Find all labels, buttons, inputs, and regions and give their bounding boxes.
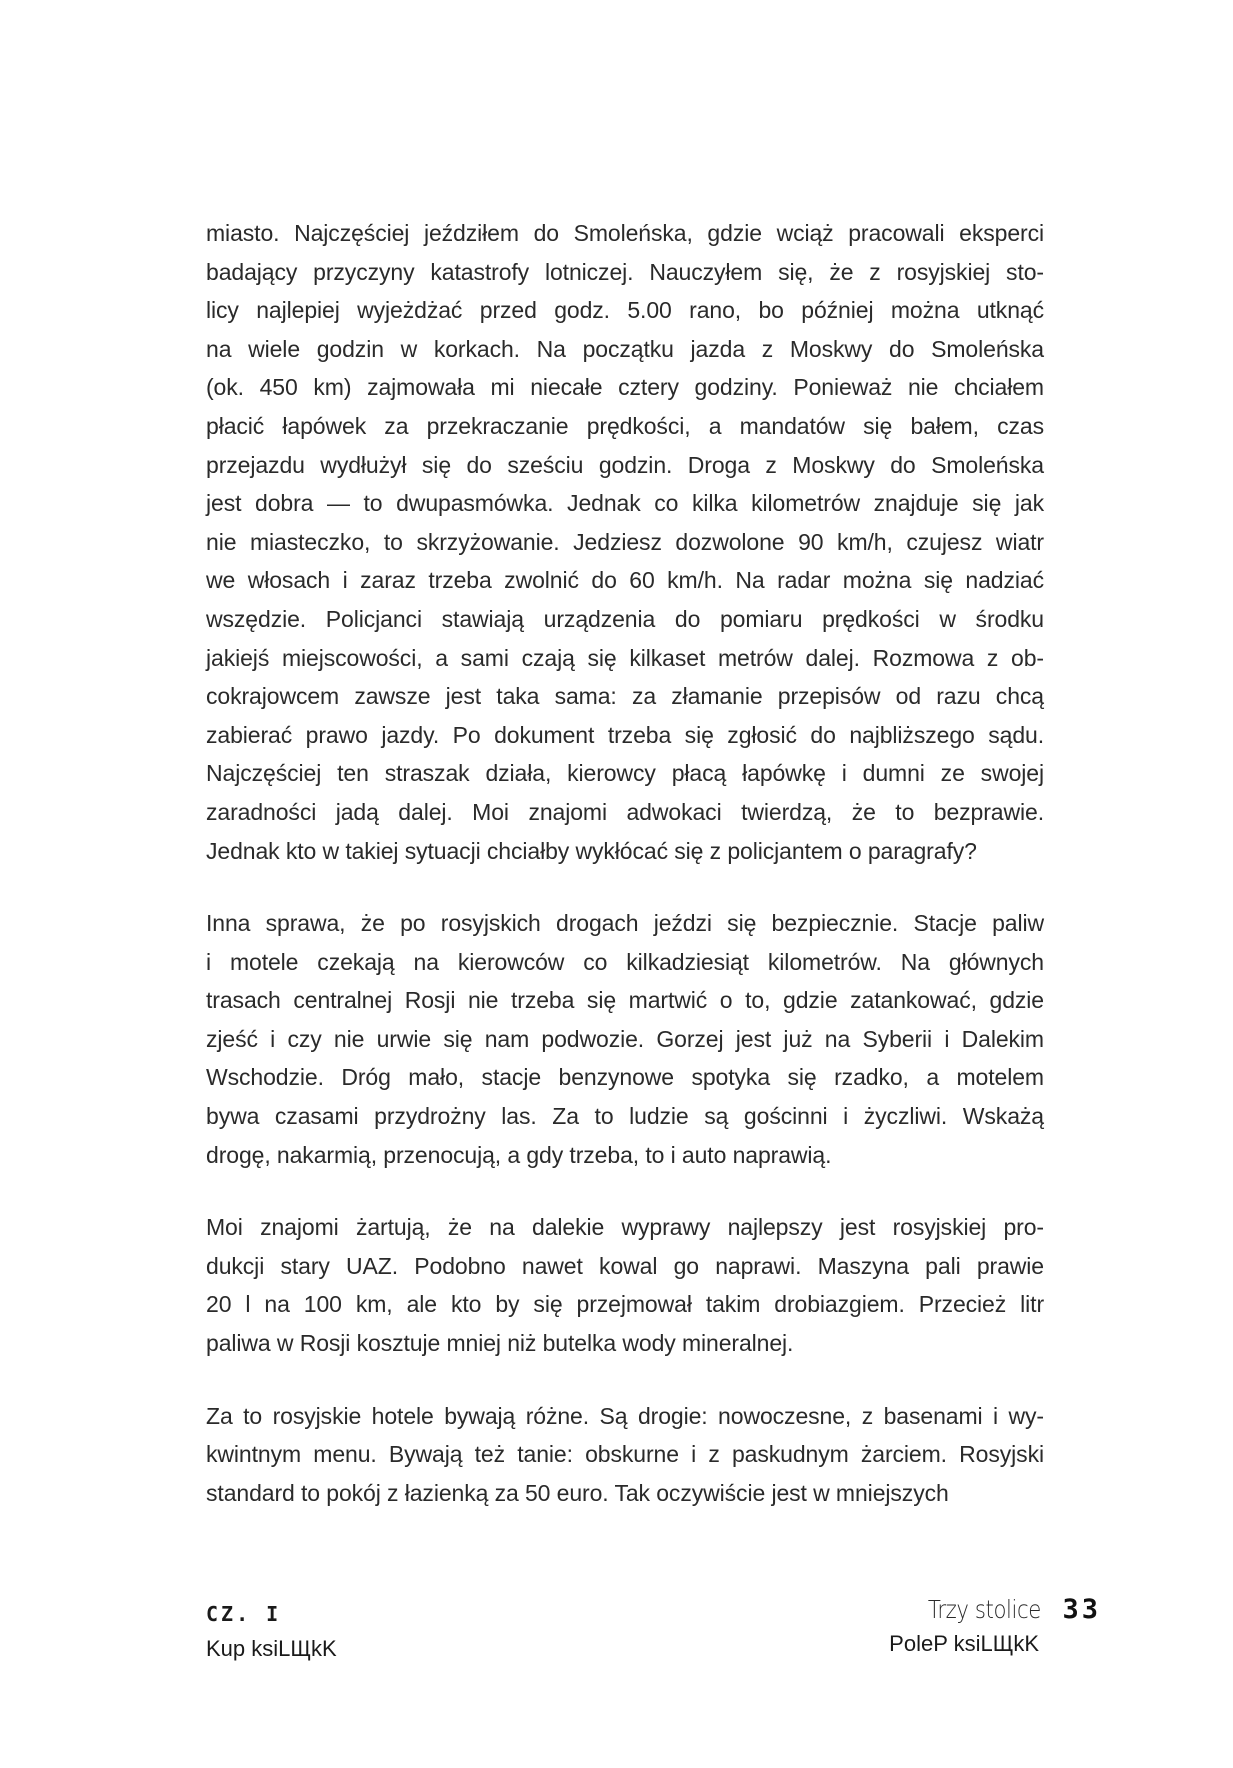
text-line: standard to pokój z łazienką za 50 euro. Tak oczywiście jest w mniejszych <box>206 1479 949 1506</box>
text-line: 20 l na 100 km, ale kto by się przejmował takim drobiazgiem. Przecież litr <box>206 1291 1044 1318</box>
text-line: wszędzie. Policjanci stawiają urządzenia do pomiaru prędkości w środku <box>206 605 1044 632</box>
text-line: badający przyczyny katastrofy lotniczej. Nauczyłem się, że z rosyjskiej sto- <box>206 258 1044 285</box>
text-line: cokrajowcem zawsze jest taka sama: za złamanie przepisów od razu chcą <box>206 683 1044 710</box>
text-line: drogę, nakarmią, przenocują, a gdy trzeba, to i auto naprawią. <box>206 1141 832 1168</box>
book-title: Trzy stolice <box>927 1595 1041 1624</box>
text-line: licy najlepiej wyjeżdżać przed godz. 5.00 rano, bo później można utknąć <box>206 297 1044 324</box>
paragraph-3 <box>206 1208 1044 1362</box>
text-line: zaradności jadą dalej. Moi znajomi adwokaci twierdzą, że to bezprawie. <box>206 798 1044 825</box>
text-line: bywa czasami przydrożny las. Za to ludzie są gościnni i życzliwi. Wskażą <box>206 1103 1044 1130</box>
paragraph-2 <box>206 904 1044 1174</box>
text-line: płacić łapówek za przekraczanie prędkości, a mandatów się bałem, czas <box>206 412 1044 439</box>
text-line: Inna sprawa, że po rosyjskich drogach jeździ się bezpiecznie. Stacje paliw <box>206 910 1044 937</box>
text-line: na wiele godzin w korkach. Na początku jazda z Moskwy do Smoleńska <box>206 335 1044 362</box>
paragraph-4 <box>206 1397 1044 1513</box>
chapter-label: CZ. I <box>206 1602 282 1626</box>
body-text <box>206 214 1044 1546</box>
text-line: Wschodzie. Dróg mało, stacje benzynowe spotyka się rzadko, a motelem <box>206 1064 1044 1091</box>
text-line: (ok. 450 km) zajmowała mi niecałe cztery godziny. Ponieważ nie chciałem <box>206 374 1044 401</box>
text-line: Najczęściej ten straszak działa, kierowcy płacą łapówkę i dumni ze swojej <box>206 760 1044 787</box>
text-line: zjeść i czy nie urwie się nam podwozie. Gorzej jest już na Syberii i Dalekim <box>206 1025 1044 1052</box>
page-number: 33 <box>1062 1594 1101 1625</box>
text-line: Moi znajomi żartują, że na dalekie wyprawy najlepszy jest rosyjskiej pro- <box>206 1214 1044 1241</box>
text-line: nie miasteczko, to skrzyżowanie. Jedziesz dozwolone 90 km/h, czujesz wiatr <box>206 528 1044 555</box>
text-line: miasto. Najczęściej jeździłem do Smoleńska, gdzie wciąż pracowali eksperci <box>206 220 1044 246</box>
text-line: jest dobra — to dwupasmówka. Jednak co kilka kilometrów znajduje się jak <box>206 490 1044 517</box>
text-line: trasach centralnej Rosji nie trzeba się martwić o to, gdzie zatankować, gdzie <box>206 987 1044 1014</box>
text-line: kwintnym menu. Bywają też tanie: obskurne i z paskudnym żarciem. Rosyjski <box>206 1441 1044 1468</box>
text-line: zabierać prawo jazdy. Po dokument trzeba się zgłosić do najbliższego sądu. <box>206 721 1044 748</box>
text-line: i motele czekają na kierowców co kilkadziesiąt kilometrów. Na głównych <box>206 948 1044 975</box>
text-line: we włosach i zaraz trzeba zwolnić do 60 km/h. Na radar można się nadziać <box>206 567 1044 594</box>
text-line: paliwa w Rosji kosztuje mniej niż butelka wody mineralnej. <box>206 1330 794 1357</box>
footer-right <box>889 1594 1101 1657</box>
recommend-book-link[interactable]: PoleP ksiLЩkK <box>889 1631 1039 1656</box>
text-line: dukcji stary UAZ. Podobno nawet kowal go naprawi. Maszyna pali prawie <box>206 1252 1044 1279</box>
text-line: jakiejś miejscowości, a sami czają się kilkaset metrów dalej. Rozmowa z ob- <box>206 644 1044 671</box>
footer-left <box>206 1602 337 1662</box>
running-header <box>889 1594 1101 1625</box>
text-line: Za to rosyjskie hotele bywają różne. Są drogie: nowoczesne, z basenami i wy- <box>206 1402 1044 1429</box>
text-line: przejazdu wydłużył się do sześciu godzin. Droga z Moskwy do Smoleńska <box>206 451 1044 478</box>
paragraph-1 <box>206 214 1044 870</box>
text-line: Jednak kto w takiej sytuacji chciałby wykłócać się z policjantem o paragrafy? <box>206 837 977 864</box>
buy-book-link[interactable]: Kup ksiLЩkK <box>206 1636 337 1661</box>
